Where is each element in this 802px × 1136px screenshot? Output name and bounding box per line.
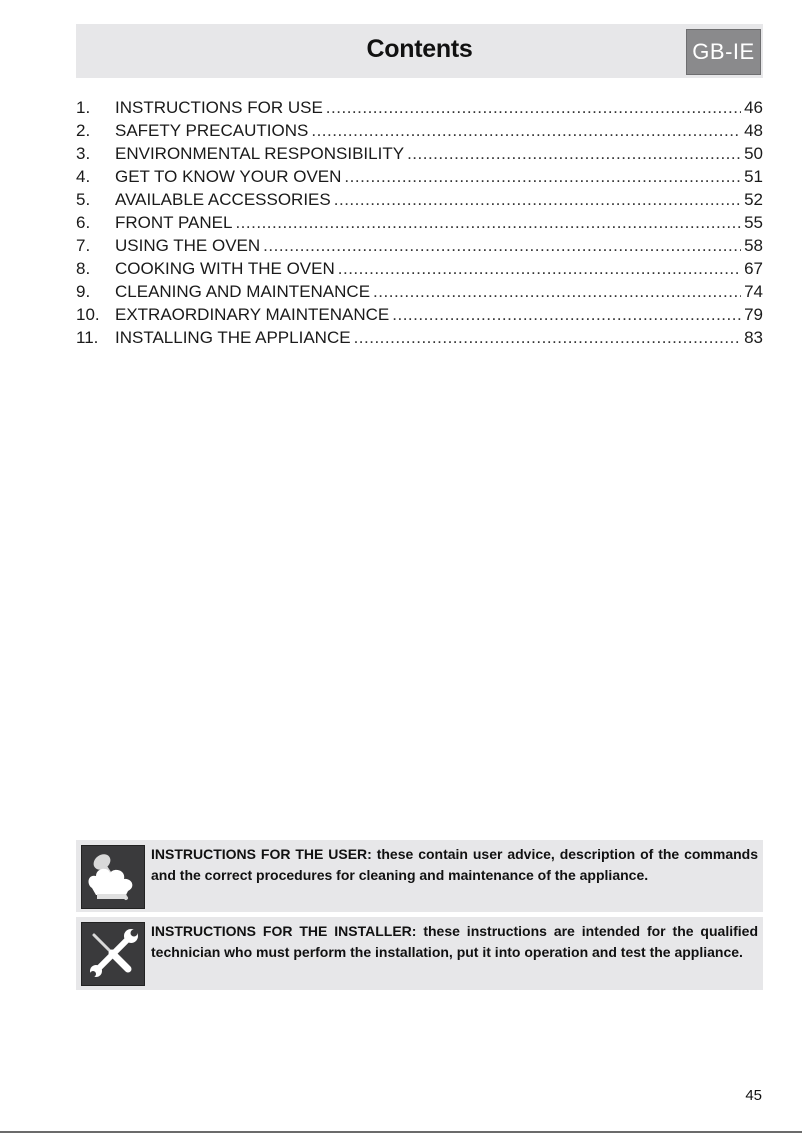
chef-hat-spoon-icon <box>81 845 145 909</box>
toc-page: 74 <box>744 282 763 301</box>
toc-entry[interactable] <box>76 165 763 188</box>
user-instructions-text: INSTRUCTIONS FOR THE USER: these contain user advice, description of the commands and the correct procedures for cleaning and maintenance of the appliance. <box>151 846 758 883</box>
toc-label: INSTRUCTIONS FOR USE <box>115 98 323 117</box>
toc-leader <box>354 326 742 349</box>
toc-leader <box>326 96 741 119</box>
toc-page: 50 <box>744 144 763 163</box>
toc-label: AVAILABLE ACCESSORIES <box>115 190 331 209</box>
toc-number: 10. <box>76 305 100 324</box>
toc-page: 79 <box>744 305 763 324</box>
toc-label: ENVIRONMENTAL RESPONSIBILITY <box>115 144 405 163</box>
toc-entry[interactable] <box>76 303 763 326</box>
toc-label: GET TO KNOW YOUR OVEN <box>115 167 342 186</box>
page-title: Contents <box>366 35 473 63</box>
bottom-divider <box>0 1131 802 1133</box>
toc-number: 3. <box>76 144 91 163</box>
contents-header <box>76 24 763 78</box>
toc-entry[interactable] <box>76 257 763 280</box>
toc-label: INSTALLING THE APPLIANCE <box>115 328 351 347</box>
toc-number: 9. <box>76 282 91 301</box>
toc-entry[interactable] <box>76 234 763 257</box>
toc-number: 11. <box>76 328 99 347</box>
toc-page: 55 <box>744 213 763 232</box>
toc-label: CLEANING AND MAINTENANCE <box>115 282 371 301</box>
toc-page: 58 <box>744 236 763 255</box>
toc-page: 51 <box>744 167 763 186</box>
toc-leader <box>344 165 741 188</box>
toc-leader <box>407 142 741 165</box>
toc-page: 48 <box>744 121 763 140</box>
toc-number: 8. <box>76 259 91 278</box>
toc-leader <box>235 211 741 234</box>
toc-leader <box>373 280 741 303</box>
toc-entry[interactable] <box>76 188 763 211</box>
toc-entry[interactable] <box>76 96 763 119</box>
toc-page: 67 <box>744 259 763 278</box>
toc-entry[interactable] <box>76 326 763 349</box>
toc-label: USING THE OVEN <box>115 236 261 255</box>
toc-entry[interactable] <box>76 211 763 234</box>
toc-label: SAFETY PRECAUTIONS <box>115 121 309 140</box>
toc-page: 46 <box>744 98 763 117</box>
toc-label: COOKING WITH THE OVEN <box>115 259 335 278</box>
toc-number: 2. <box>76 121 91 140</box>
toc-number: 5. <box>76 190 91 209</box>
toc-page: 83 <box>744 328 763 347</box>
user-instructions-note <box>76 840 763 912</box>
toc-leader <box>338 257 741 280</box>
table-of-contents <box>76 96 763 349</box>
toc-leader <box>334 188 741 211</box>
wrench-screwdriver-icon <box>81 922 145 986</box>
toc-leader <box>392 303 741 326</box>
installer-instructions-text: INSTRUCTIONS FOR THE INSTALLER: these instructions are intended for the qualified technician who must perform the installation, put it into operation and test the appliance. <box>151 923 758 960</box>
toc-number: 7. <box>76 236 91 255</box>
toc-leader <box>263 234 741 257</box>
toc-number: 6. <box>76 213 91 232</box>
toc-label: EXTRAORDINARY MAINTENANCE <box>115 305 390 324</box>
toc-label: FRONT PANEL <box>115 213 233 232</box>
toc-number: 4. <box>76 167 91 186</box>
toc-entry[interactable] <box>76 142 763 165</box>
toc-number: 1. <box>76 98 91 117</box>
language-badge: GB-IE <box>686 29 761 75</box>
toc-leader <box>311 119 741 142</box>
page-number: 45 <box>745 1087 762 1104</box>
toc-entry[interactable] <box>76 280 763 303</box>
installer-instructions-note <box>76 917 763 990</box>
toc-entry[interactable] <box>76 119 763 142</box>
toc-page: 52 <box>744 190 763 209</box>
